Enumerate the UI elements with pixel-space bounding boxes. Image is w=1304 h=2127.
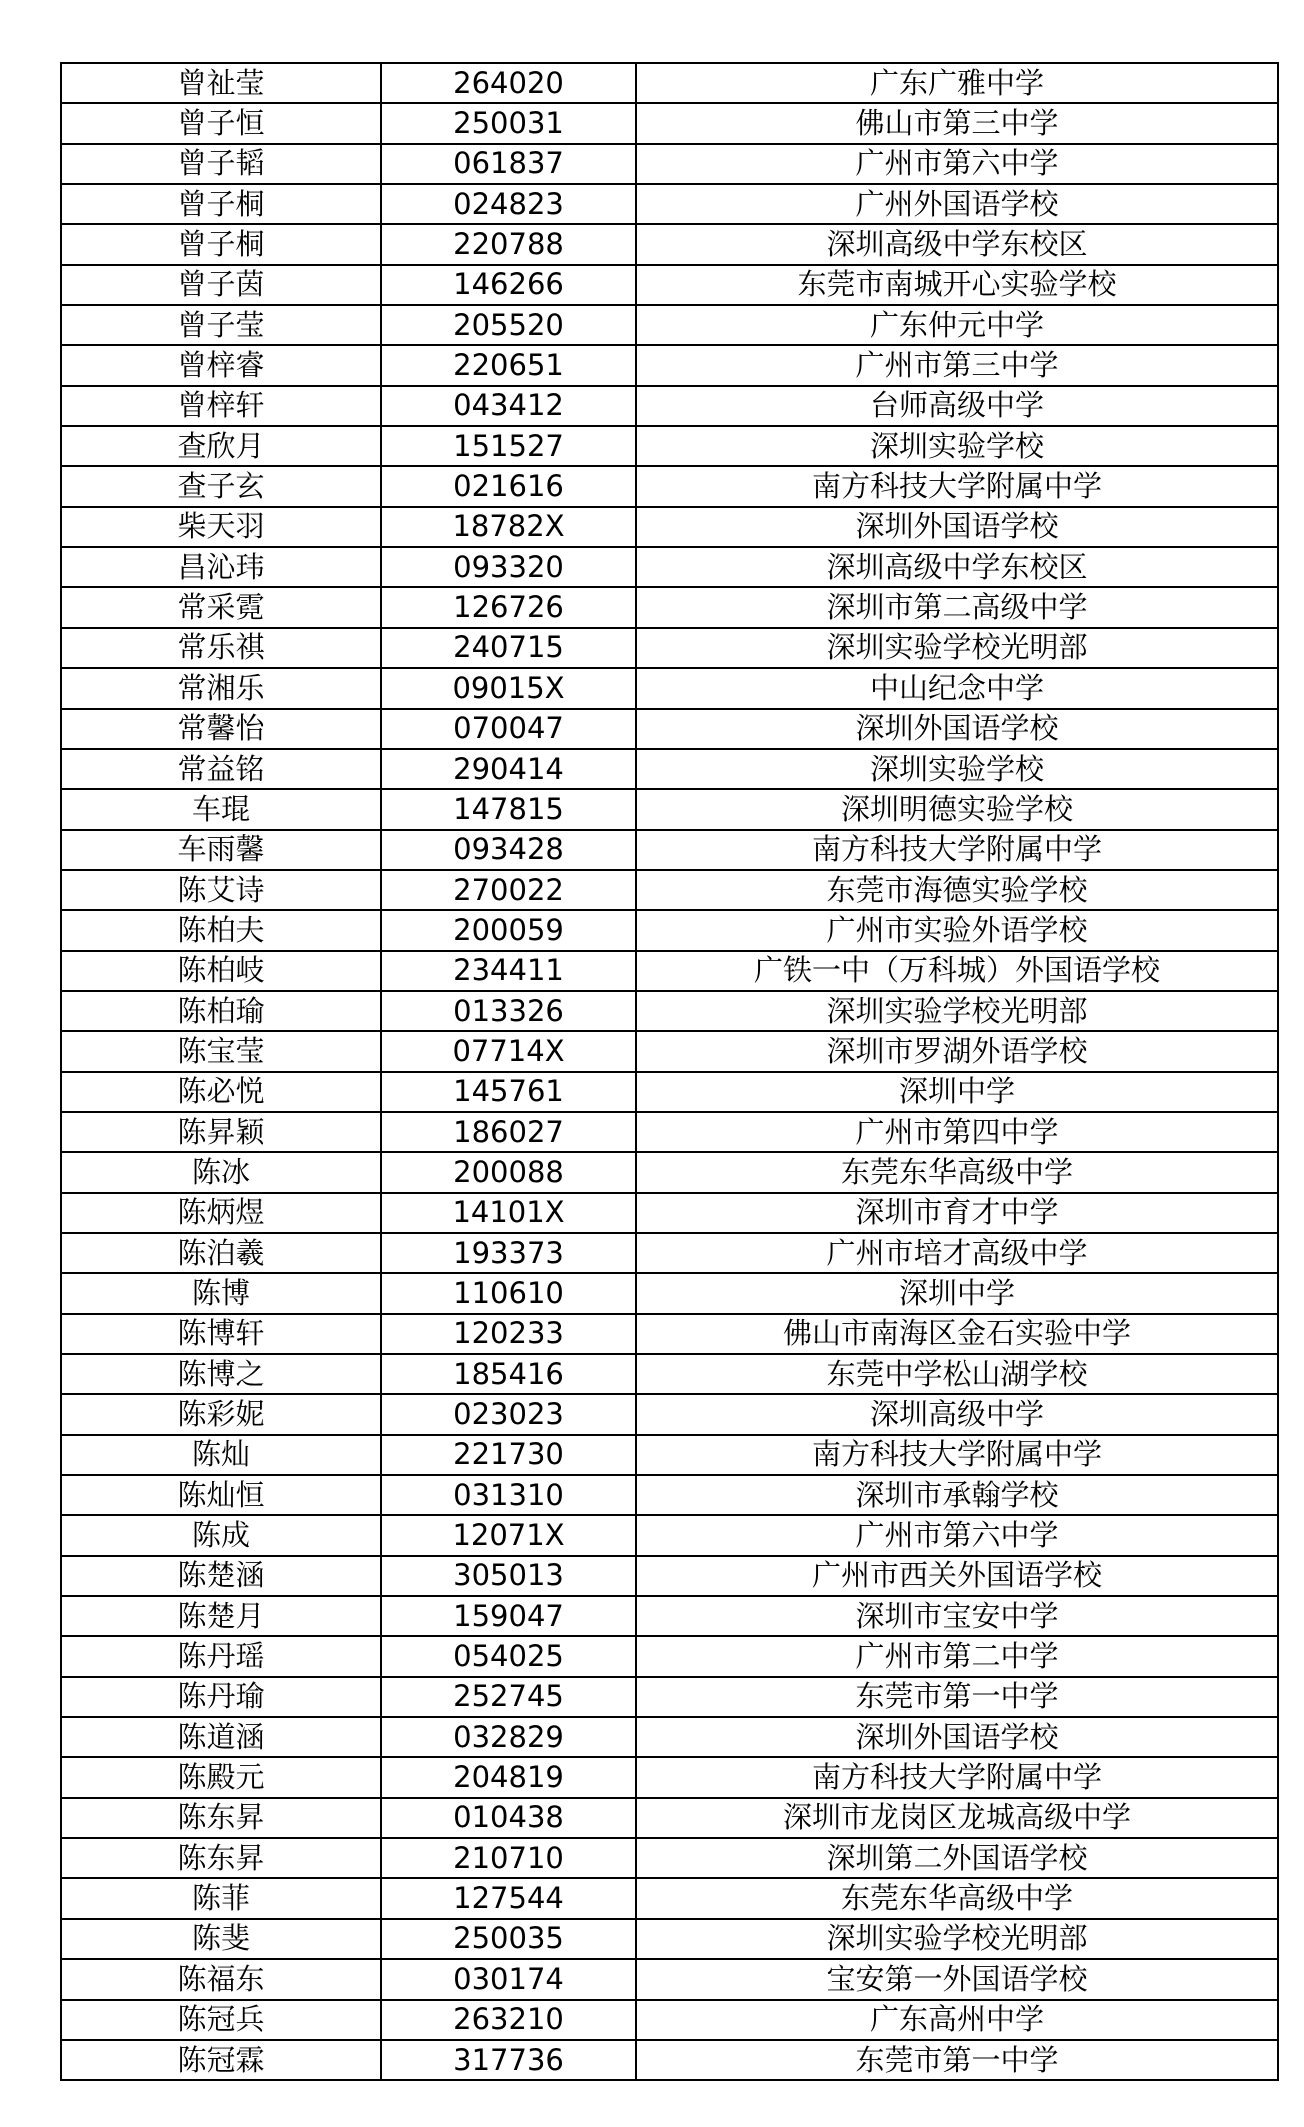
school-cell: 深圳市罗湖外语学校 [636, 1031, 1278, 1071]
school-cell: 深圳外国语学校 [636, 507, 1278, 547]
table-row [61, 709, 1278, 749]
id-cell: 12071X [381, 1515, 636, 1555]
school-cell: 东莞东华高级中学 [636, 1878, 1278, 1918]
id-cell: 021616 [381, 466, 636, 506]
id-cell: 023023 [381, 1394, 636, 1434]
id-cell: 010438 [381, 1798, 636, 1838]
name-cell: 曾祉莹 [61, 63, 381, 103]
name-cell: 陈必悦 [61, 1072, 381, 1112]
table-row [61, 1798, 1278, 1838]
id-cell: 193373 [381, 1233, 636, 1273]
roster-sheet [60, 62, 1271, 2081]
name-cell: 陈斐 [61, 1919, 381, 1959]
name-cell: 陈东昇 [61, 1798, 381, 1838]
table-row [61, 426, 1278, 466]
name-cell: 陈博轩 [61, 1314, 381, 1354]
school-cell: 南方科技大学附属中学 [636, 1435, 1278, 1475]
school-cell: 广东广雅中学 [636, 63, 1278, 103]
table-row [61, 1031, 1278, 1071]
school-cell: 深圳市宝安中学 [636, 1596, 1278, 1636]
school-cell: 东莞市海德实验学校 [636, 870, 1278, 910]
id-cell: 032829 [381, 1717, 636, 1757]
name-cell: 曾子桐 [61, 224, 381, 264]
name-cell: 陈道涵 [61, 1717, 381, 1757]
id-cell: 145761 [381, 1072, 636, 1112]
school-cell: 深圳明德实验学校 [636, 789, 1278, 829]
school-cell: 广州市第六中学 [636, 144, 1278, 184]
name-cell: 陈泊羲 [61, 1233, 381, 1273]
school-cell: 深圳高级中学东校区 [636, 224, 1278, 264]
name-cell: 陈丹瑜 [61, 1677, 381, 1717]
school-cell: 广州市第三中学 [636, 345, 1278, 385]
name-cell: 常乐祺 [61, 628, 381, 668]
school-cell: 深圳中学 [636, 1273, 1278, 1313]
id-cell: 013326 [381, 991, 636, 1031]
school-cell: 广东高州中学 [636, 2000, 1278, 2040]
table-row [61, 628, 1278, 668]
id-cell: 147815 [381, 789, 636, 829]
table-row [61, 1354, 1278, 1394]
name-cell: 陈灿恒 [61, 1475, 381, 1515]
name-cell: 陈成 [61, 1515, 381, 1555]
name-cell: 陈博 [61, 1273, 381, 1313]
school-cell: 深圳市第二高级中学 [636, 587, 1278, 627]
table-row [61, 184, 1278, 224]
school-cell: 广州市第二中学 [636, 1636, 1278, 1676]
school-cell: 广铁一中（万科城）外国语学校 [636, 951, 1278, 991]
table-row [61, 305, 1278, 345]
id-cell: 290414 [381, 749, 636, 789]
school-cell: 广东仲元中学 [636, 305, 1278, 345]
school-cell: 深圳实验学校光明部 [636, 1919, 1278, 1959]
id-cell: 054025 [381, 1636, 636, 1676]
name-cell: 陈楚涵 [61, 1556, 381, 1596]
school-cell: 深圳高级中学东校区 [636, 547, 1278, 587]
table-row [61, 1636, 1278, 1676]
table-row [61, 386, 1278, 426]
id-cell: 151527 [381, 426, 636, 466]
id-cell: 200088 [381, 1152, 636, 1192]
school-cell: 深圳实验学校 [636, 749, 1278, 789]
table-row [61, 1717, 1278, 1757]
name-cell: 柴天羽 [61, 507, 381, 547]
name-cell: 曾梓睿 [61, 345, 381, 385]
id-cell: 186027 [381, 1112, 636, 1152]
id-cell: 093428 [381, 830, 636, 870]
table-row [61, 1757, 1278, 1797]
name-cell: 车琨 [61, 789, 381, 829]
id-cell: 070047 [381, 709, 636, 749]
id-cell: 18782X [381, 507, 636, 547]
name-cell: 陈丹瑶 [61, 1636, 381, 1676]
name-cell: 常采霓 [61, 587, 381, 627]
id-cell: 030174 [381, 1959, 636, 1999]
name-cell: 陈福东 [61, 1959, 381, 1999]
id-cell: 221730 [381, 1435, 636, 1475]
id-cell: 205520 [381, 305, 636, 345]
id-cell: 200059 [381, 910, 636, 950]
table-row [61, 144, 1278, 184]
id-cell: 159047 [381, 1596, 636, 1636]
table-row [61, 547, 1278, 587]
id-cell: 305013 [381, 1556, 636, 1596]
id-cell: 234411 [381, 951, 636, 991]
school-cell: 中山纪念中学 [636, 668, 1278, 708]
school-cell: 深圳高级中学 [636, 1394, 1278, 1434]
name-cell: 陈冠兵 [61, 2000, 381, 2040]
table-row [61, 1193, 1278, 1233]
school-cell: 深圳市育才中学 [636, 1193, 1278, 1233]
id-cell: 146266 [381, 265, 636, 305]
table-row [61, 991, 1278, 1031]
name-cell: 昌沁玮 [61, 547, 381, 587]
table-row [61, 1596, 1278, 1636]
school-cell: 深圳中学 [636, 1072, 1278, 1112]
name-cell: 陈冠霖 [61, 2040, 381, 2080]
table-row [61, 507, 1278, 547]
school-cell: 广州市第六中学 [636, 1515, 1278, 1555]
name-cell: 常益铭 [61, 749, 381, 789]
id-cell: 120233 [381, 1314, 636, 1354]
table-row [61, 63, 1278, 103]
id-cell: 14101X [381, 1193, 636, 1233]
table-row [61, 1959, 1278, 1999]
id-cell: 204819 [381, 1757, 636, 1797]
id-cell: 024823 [381, 184, 636, 224]
name-cell: 曾子桐 [61, 184, 381, 224]
table-row [61, 1878, 1278, 1918]
school-cell: 深圳实验学校光明部 [636, 991, 1278, 1031]
table-row [61, 951, 1278, 991]
table-row [61, 1838, 1278, 1878]
id-cell: 127544 [381, 1878, 636, 1918]
name-cell: 查欣月 [61, 426, 381, 466]
table-row [61, 466, 1278, 506]
school-cell: 深圳外国语学校 [636, 709, 1278, 749]
id-cell: 185416 [381, 1354, 636, 1394]
name-cell: 曾子韬 [61, 144, 381, 184]
name-cell: 陈博之 [61, 1354, 381, 1394]
id-cell: 061837 [381, 144, 636, 184]
table-row [61, 103, 1278, 143]
school-cell: 广州外国语学校 [636, 184, 1278, 224]
id-cell: 210710 [381, 1838, 636, 1878]
school-cell: 深圳实验学校 [636, 426, 1278, 466]
school-cell: 广州市实验外语学校 [636, 910, 1278, 950]
name-cell: 曾梓轩 [61, 386, 381, 426]
id-cell: 031310 [381, 1475, 636, 1515]
name-cell: 曾子莹 [61, 305, 381, 345]
table-row [61, 2040, 1278, 2080]
id-cell: 270022 [381, 870, 636, 910]
table-row [61, 1314, 1278, 1354]
name-cell: 陈昇颖 [61, 1112, 381, 1152]
roster-table [60, 62, 1279, 2081]
table-row [61, 789, 1278, 829]
id-cell: 110610 [381, 1273, 636, 1313]
id-cell: 126726 [381, 587, 636, 627]
table-row [61, 345, 1278, 385]
table-row [61, 1072, 1278, 1112]
id-cell: 093320 [381, 547, 636, 587]
school-cell: 南方科技大学附属中学 [636, 1757, 1278, 1797]
table-row [61, 224, 1278, 264]
name-cell: 陈灿 [61, 1435, 381, 1475]
table-row [61, 2000, 1278, 2040]
table-row [61, 870, 1278, 910]
school-cell: 台师高级中学 [636, 386, 1278, 426]
name-cell: 陈东昇 [61, 1838, 381, 1878]
id-cell: 220651 [381, 345, 636, 385]
table-row [61, 265, 1278, 305]
name-cell: 陈冰 [61, 1152, 381, 1192]
school-cell: 深圳第二外国语学校 [636, 1838, 1278, 1878]
table-row [61, 1515, 1278, 1555]
school-cell: 南方科技大学附属中学 [636, 830, 1278, 870]
name-cell: 曾子茵 [61, 265, 381, 305]
id-cell: 043412 [381, 386, 636, 426]
school-cell: 南方科技大学附属中学 [636, 466, 1278, 506]
table-row [61, 1475, 1278, 1515]
school-cell: 东莞市南城开心实验学校 [636, 265, 1278, 305]
school-cell: 东莞市第一中学 [636, 2040, 1278, 2080]
name-cell: 陈柏岐 [61, 951, 381, 991]
table-row [61, 1919, 1278, 1959]
name-cell: 车雨馨 [61, 830, 381, 870]
name-cell: 陈楚月 [61, 1596, 381, 1636]
name-cell: 陈菲 [61, 1878, 381, 1918]
table-row [61, 1677, 1278, 1717]
school-cell: 深圳市承翰学校 [636, 1475, 1278, 1515]
id-cell: 250035 [381, 1919, 636, 1959]
school-cell: 广州市西关外国语学校 [636, 1556, 1278, 1596]
school-cell: 广州市培才高级中学 [636, 1233, 1278, 1273]
school-cell: 东莞市第一中学 [636, 1677, 1278, 1717]
id-cell: 264020 [381, 63, 636, 103]
name-cell: 陈彩妮 [61, 1394, 381, 1434]
name-cell: 陈宝莹 [61, 1031, 381, 1071]
school-cell: 东莞东华高级中学 [636, 1152, 1278, 1192]
id-cell: 240715 [381, 628, 636, 668]
name-cell: 陈柏瑜 [61, 991, 381, 1031]
table-row [61, 1112, 1278, 1152]
table-row [61, 1394, 1278, 1434]
school-cell: 宝安第一外国语学校 [636, 1959, 1278, 1999]
id-cell: 263210 [381, 2000, 636, 2040]
roster-table-body [61, 63, 1278, 2080]
table-row [61, 1152, 1278, 1192]
table-row [61, 830, 1278, 870]
id-cell: 317736 [381, 2040, 636, 2080]
table-row [61, 668, 1278, 708]
school-cell: 佛山市第三中学 [636, 103, 1278, 143]
name-cell: 曾子恒 [61, 103, 381, 143]
name-cell: 陈殿元 [61, 1757, 381, 1797]
name-cell: 查子玄 [61, 466, 381, 506]
name-cell: 陈艾诗 [61, 870, 381, 910]
table-row [61, 1556, 1278, 1596]
table-row [61, 749, 1278, 789]
school-cell: 广州市第四中学 [636, 1112, 1278, 1152]
school-cell: 深圳市龙岗区龙城高级中学 [636, 1798, 1278, 1838]
name-cell: 常馨怡 [61, 709, 381, 749]
id-cell: 250031 [381, 103, 636, 143]
table-row [61, 1273, 1278, 1313]
id-cell: 252745 [381, 1677, 636, 1717]
table-row [61, 1233, 1278, 1273]
name-cell: 常湘乐 [61, 668, 381, 708]
name-cell: 陈炳煜 [61, 1193, 381, 1233]
table-row [61, 1435, 1278, 1475]
table-row [61, 910, 1278, 950]
id-cell: 220788 [381, 224, 636, 264]
id-cell: 09015X [381, 668, 636, 708]
name-cell: 陈柏夫 [61, 910, 381, 950]
school-cell: 佛山市南海区金石实验中学 [636, 1314, 1278, 1354]
id-cell: 07714X [381, 1031, 636, 1071]
school-cell: 东莞中学松山湖学校 [636, 1354, 1278, 1394]
school-cell: 深圳外国语学校 [636, 1717, 1278, 1757]
table-row [61, 587, 1278, 627]
school-cell: 深圳实验学校光明部 [636, 628, 1278, 668]
